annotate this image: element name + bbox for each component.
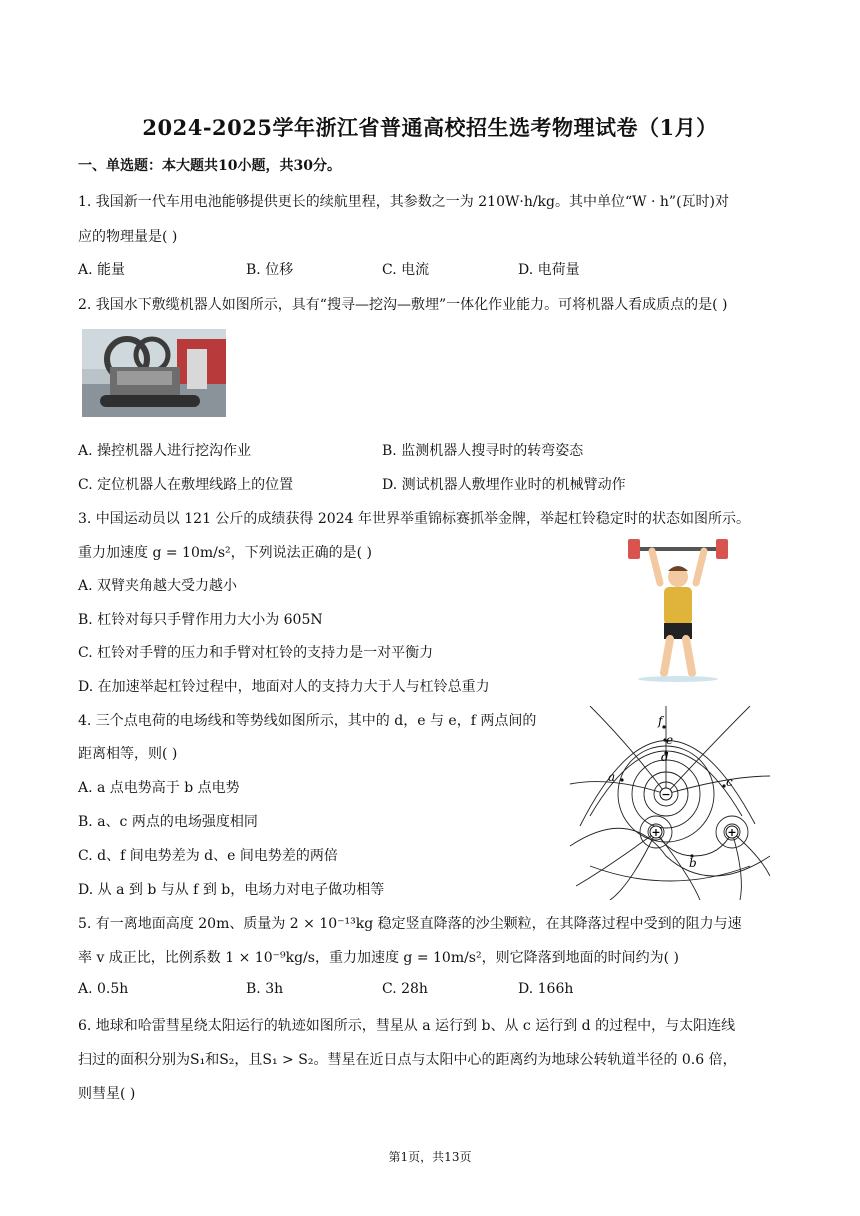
positive-charge-label-2: +	[727, 826, 737, 839]
point-e-label: e	[666, 733, 674, 747]
point-a-label: a	[608, 770, 616, 784]
q2-option-c: C. 定位机器人在敷埋线路上的位置	[78, 477, 294, 493]
q4-option-d: D. 从 a 到 b 与从 f 到 b，电场力对电子做功相等	[78, 882, 385, 898]
q4-stem-line1: 4. 三个点电荷的电场线和等势线如图所示，其中的 d，e 与 e，f 两点间的	[78, 713, 537, 729]
negative-charge-label: −	[661, 788, 671, 801]
electric-field-diagram	[570, 706, 770, 900]
q5-option-c: C. 28h	[382, 981, 428, 997]
q4-stem-line2: 距离相等，则( )	[78, 746, 178, 762]
weightlifter-illustration	[626, 539, 730, 683]
q5-stem-line1: 5. 有一离地面高度 20m、质量为 2 × 10⁻¹³kg 稳定竖直降落的沙尘颗粒，在其降落过程中受到的阻力与速	[78, 916, 742, 932]
q2-stem-line1: 2. 我国水下敷缆机器人如图所示，具有“搜寻—挖沟—敷埋”一体化作业能力。可将机器人看成质点的是( )	[78, 297, 728, 313]
q5-option-b: B. 3h	[246, 981, 284, 997]
q3-option-b: B. 杠铃对每只手臂作用力大小为 605N	[78, 612, 323, 628]
q4-option-c: C. d、f 间电势差为 d、e 间电势差的两倍	[78, 848, 338, 864]
q1-stem-line2: 应的物理量是( )	[78, 229, 178, 245]
q5-stem-line2: 率 v 成正比，比例系数 1 × 10⁻⁹kg/s，重力加速度 g = 10m/s²，则它降落到地面的时间约为( )	[78, 950, 679, 966]
q2-option-b: B. 监测机器人搜寻时的转弯姿态	[382, 443, 584, 459]
section-heading: 一、单选题：本大题共10小题，共30分。	[78, 158, 341, 174]
point-f-label: f	[658, 714, 663, 728]
positive-charge-label-1: +	[651, 826, 661, 839]
q6-stem-line2: 扫过的面积分别为S₁和S₂，且S₁ > S₂。彗星在近日点与太阳中心的距离约为地球公转轨道半径的 0.6 倍，	[78, 1052, 737, 1068]
q3-stem-line2: 重力加速度 g = 10m/s²，下列说法正确的是( )	[78, 545, 373, 561]
q2-option-a: A. 操控机器人进行挖沟作业	[78, 443, 252, 459]
q5-option-a: A. 0.5h	[78, 981, 129, 997]
q6-stem-line1: 6. 地球和哈雷彗星绕太阳运行的轨迹如图所示，彗星从 a 运行到 b、从 c 运行到 d 的过程中，与太阳连线	[78, 1018, 736, 1034]
point-b-label: b	[689, 856, 697, 870]
page-footer: 第1页，共13页	[388, 1150, 472, 1164]
robot-photo	[82, 329, 226, 417]
q3-option-c: C. 杠铃对手臂的压力和手臂对杠铃的支持力是一对平衡力	[78, 645, 434, 661]
q6-stem-line3: 则彗星( )	[78, 1086, 136, 1102]
q1-option-c: C. 电流	[382, 262, 430, 278]
q4-option-b: B. a、c 两点的电场强度相同	[78, 814, 258, 830]
q4-option-a: A. a 点电势高于 b 点电势	[78, 780, 240, 796]
q1-option-a: A. 能量	[78, 262, 126, 278]
q3-option-a: A. 双臂夹角越大受力越小	[78, 578, 238, 594]
q3-option-d: D. 在加速举起杠铃过程中，地面对人的支持力大于人与杠铃总重力	[78, 679, 490, 695]
point-d-label: d	[661, 750, 669, 764]
q5-option-d: D. 166h	[518, 981, 574, 997]
q1-option-d: D. 电荷量	[518, 262, 580, 278]
q1-option-b: B. 位移	[246, 262, 294, 278]
q3-stem-line1: 3. 中国运动员以 121 公斤的成绩获得 2024 年世界举重锦标赛抓举金牌，举起杠铃稳定时的状态如图所示。	[78, 511, 750, 527]
q2-option-d: D. 测试机器人敷埋作业时的机械臂动作	[382, 477, 626, 493]
q1-stem-line1: 1. 我国新一代车用电池能够提供更长的续航里程，其参数之一为 210W·h/kg。其中单位“W · h”(瓦时)对	[78, 194, 729, 210]
page-title: 2024-2025学年浙江省普通高校招生选考物理试卷（1月）	[142, 115, 718, 140]
point-c-label: c	[726, 775, 733, 789]
